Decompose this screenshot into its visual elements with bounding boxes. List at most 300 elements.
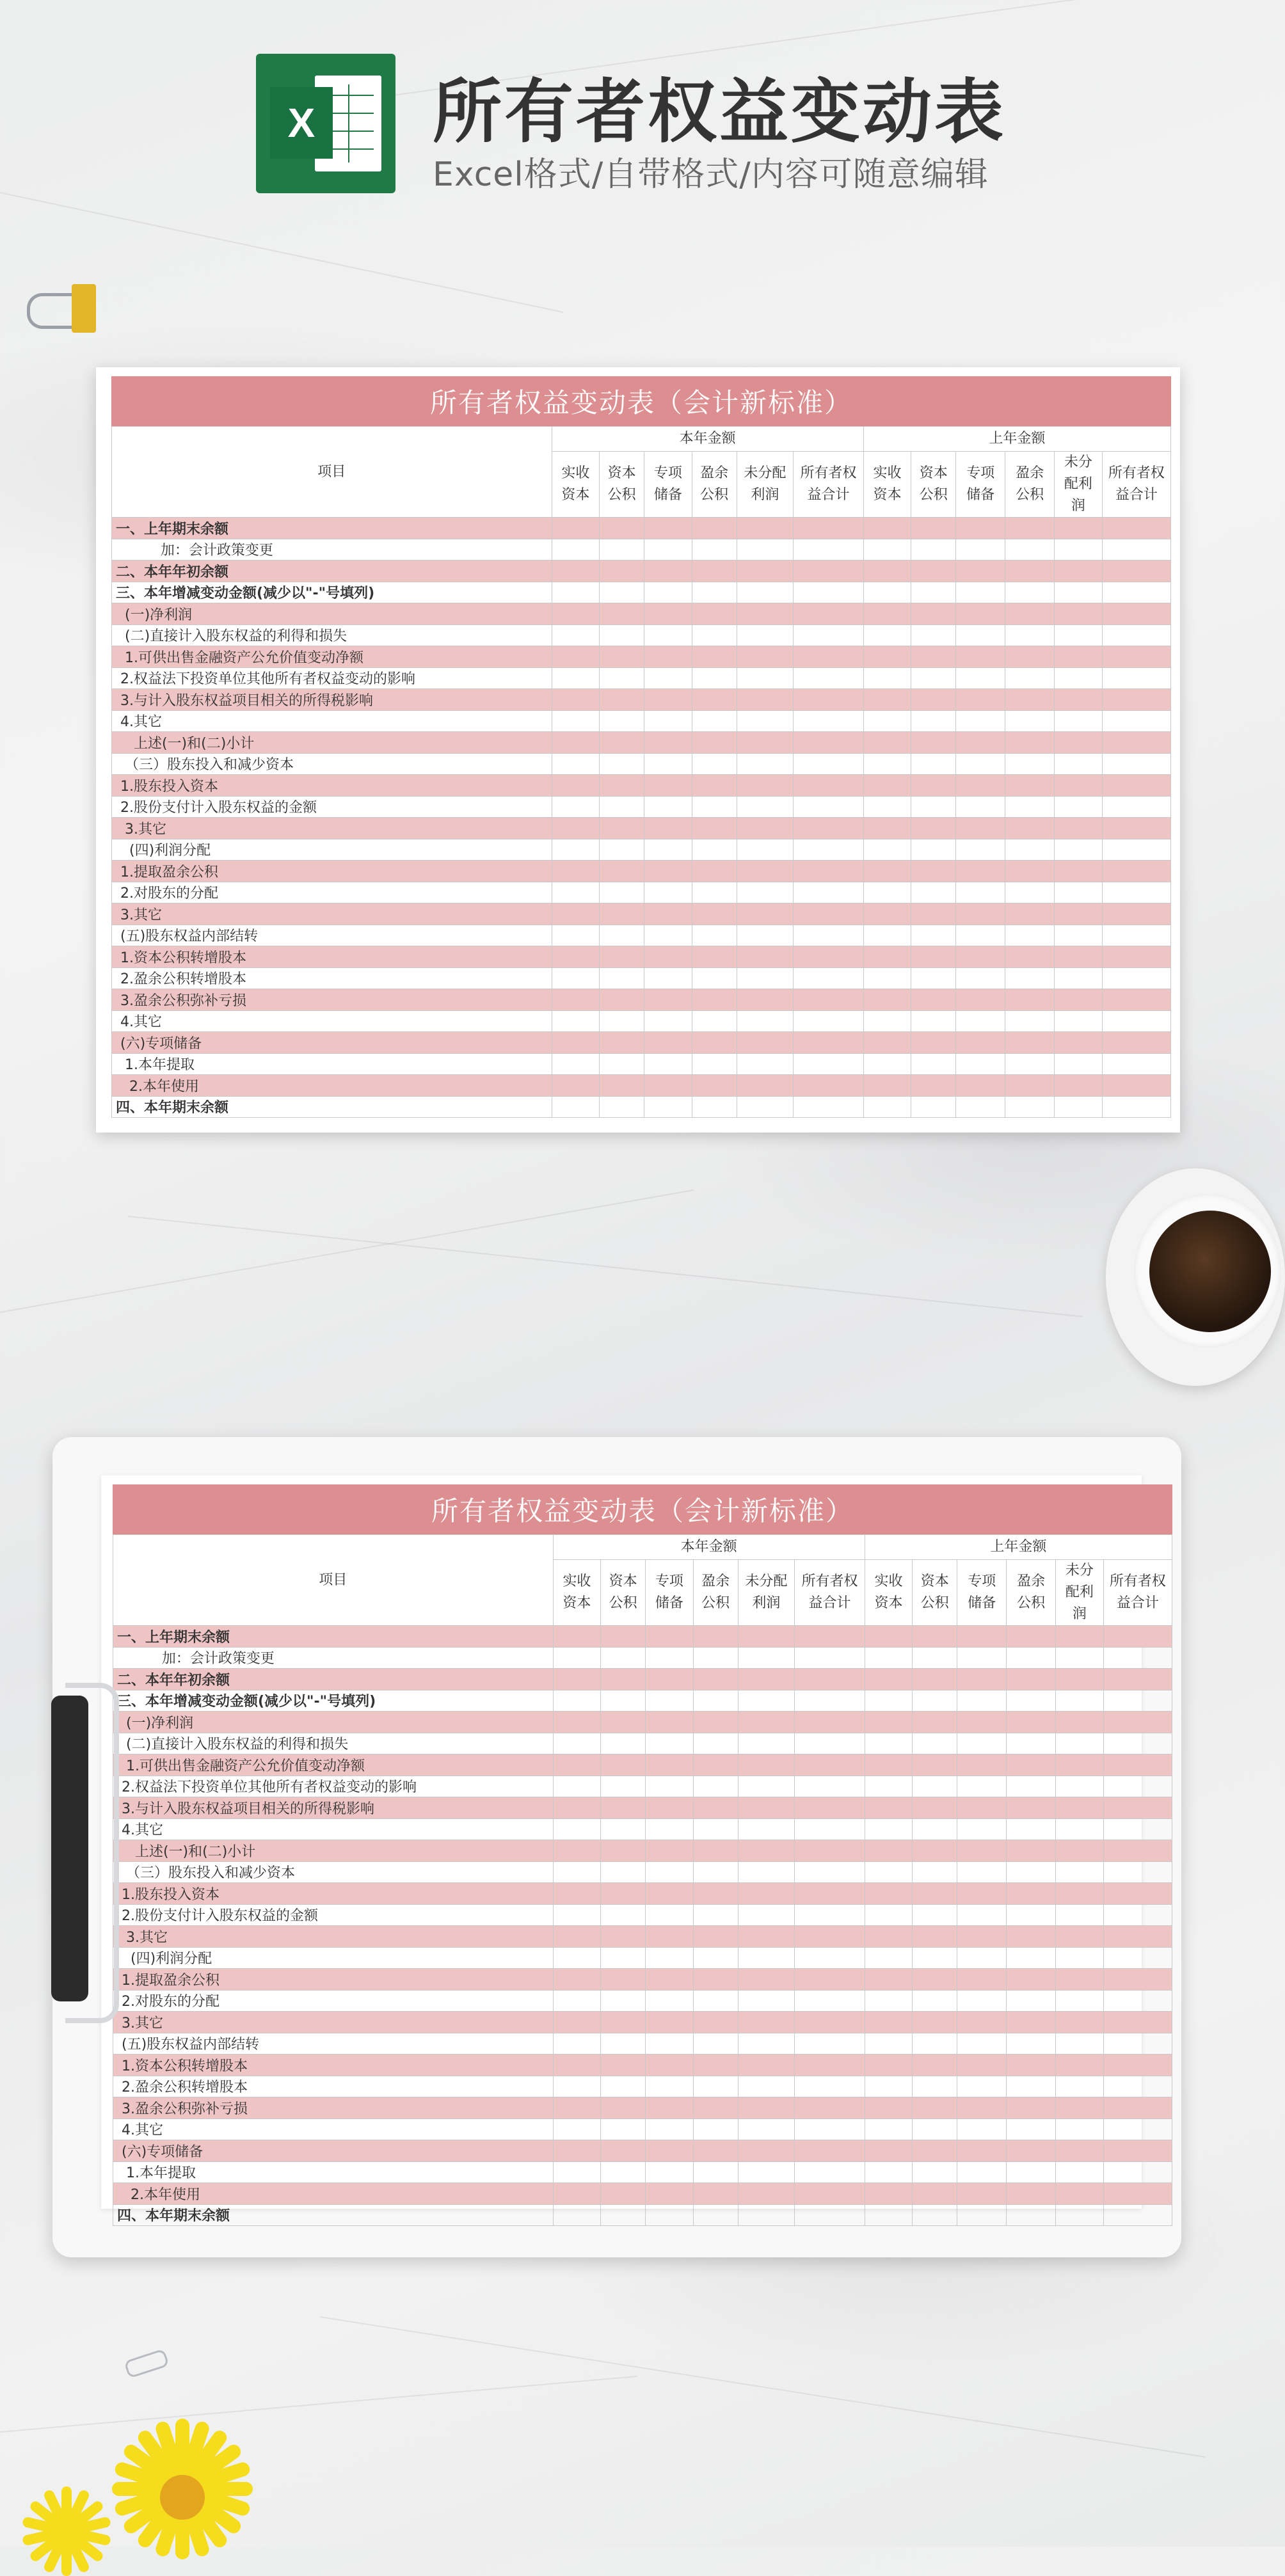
table-cell[interactable] — [737, 710, 794, 732]
table-cell[interactable] — [957, 1669, 1007, 1690]
table-cell[interactable] — [794, 946, 864, 968]
table-cell[interactable] — [956, 667, 1005, 689]
table-cell[interactable] — [692, 925, 737, 946]
table-cell[interactable] — [795, 2183, 865, 2205]
table-cell[interactable] — [1056, 2055, 1104, 2076]
table-cell[interactable] — [794, 925, 864, 946]
table-cell[interactable] — [795, 1904, 865, 1926]
table-cell[interactable] — [956, 582, 1005, 603]
table-cell[interactable] — [794, 710, 864, 732]
table-cell[interactable] — [552, 946, 600, 968]
table-cell[interactable] — [553, 2055, 601, 2076]
table-cell[interactable] — [913, 1733, 957, 1754]
table-cell[interactable] — [693, 1712, 738, 1733]
table-cell[interactable] — [552, 561, 600, 582]
table-cell[interactable] — [911, 903, 956, 925]
table-cell[interactable] — [913, 1647, 957, 1669]
table-cell[interactable] — [863, 1032, 911, 1054]
table-cell[interactable] — [692, 882, 737, 903]
table-cell[interactable] — [646, 2204, 694, 2226]
table-cell[interactable] — [1102, 624, 1170, 646]
table-cell[interactable] — [646, 2183, 694, 2205]
table-cell[interactable] — [1103, 1883, 1172, 1905]
table-cell[interactable] — [738, 1818, 795, 1840]
table-cell[interactable] — [913, 1883, 957, 1905]
table-cell[interactable] — [738, 1861, 795, 1883]
table-cell[interactable] — [693, 1883, 738, 1905]
table-cell[interactable] — [738, 2161, 795, 2183]
table-cell[interactable] — [600, 818, 644, 839]
table-cell[interactable] — [1102, 1010, 1170, 1032]
table-cell[interactable] — [692, 1096, 737, 1118]
table-cell[interactable] — [1056, 2033, 1104, 2055]
table-cell[interactable] — [1005, 753, 1055, 775]
table-cell[interactable] — [794, 1053, 864, 1075]
table-cell[interactable] — [693, 1818, 738, 1840]
table-cell[interactable] — [737, 925, 794, 946]
table-cell[interactable] — [795, 2012, 865, 2033]
table-cell[interactable] — [553, 1947, 601, 1969]
table-cell[interactable] — [957, 2140, 1007, 2162]
table-cell[interactable] — [693, 2161, 738, 2183]
table-cell[interactable] — [553, 2119, 601, 2140]
table-cell[interactable] — [794, 646, 864, 668]
table-cell[interactable] — [865, 1926, 913, 1948]
table-cell[interactable] — [956, 603, 1005, 625]
table-cell[interactable] — [1103, 1733, 1172, 1754]
table-cell[interactable] — [737, 839, 794, 861]
table-cell[interactable] — [1007, 1883, 1056, 1905]
table-cell[interactable] — [693, 1669, 738, 1690]
table-cell[interactable] — [1005, 818, 1055, 839]
table-cell[interactable] — [644, 1010, 692, 1032]
table-cell[interactable] — [1102, 861, 1170, 882]
table-cell[interactable] — [646, 2055, 694, 2076]
table-cell[interactable] — [601, 2076, 646, 2097]
table-cell[interactable] — [1005, 624, 1055, 646]
table-cell[interactable] — [957, 2161, 1007, 2183]
table-cell[interactable] — [692, 903, 737, 925]
table-cell[interactable] — [552, 624, 600, 646]
table-cell[interactable] — [552, 775, 600, 797]
table-cell[interactable] — [646, 1840, 694, 1862]
table-cell[interactable] — [600, 624, 644, 646]
table-cell[interactable] — [1103, 1797, 1172, 1819]
table-cell[interactable] — [600, 539, 644, 561]
table-cell[interactable] — [692, 1053, 737, 1075]
table-cell[interactable] — [646, 1990, 694, 2012]
table-cell[interactable] — [956, 989, 1005, 1011]
table-cell[interactable] — [865, 1712, 913, 1733]
table-cell[interactable] — [738, 1797, 795, 1819]
table-cell[interactable] — [1103, 1647, 1172, 1669]
table-cell[interactable] — [1055, 989, 1103, 1011]
table-cell[interactable] — [1102, 882, 1170, 903]
table-cell[interactable] — [692, 603, 737, 625]
table-cell[interactable] — [738, 2012, 795, 2033]
table-cell[interactable] — [1005, 582, 1055, 603]
table-cell[interactable] — [552, 1053, 600, 1075]
table-cell[interactable] — [1103, 2012, 1172, 2033]
table-cell[interactable] — [913, 2161, 957, 2183]
table-cell[interactable] — [601, 1926, 646, 1948]
table-cell[interactable] — [1056, 2119, 1104, 2140]
table-cell[interactable] — [553, 2183, 601, 2205]
table-cell[interactable] — [865, 2140, 913, 2162]
table-cell[interactable] — [911, 796, 956, 818]
table-cell[interactable] — [795, 2055, 865, 2076]
table-cell[interactable] — [644, 1075, 692, 1097]
table-cell[interactable] — [795, 1776, 865, 1797]
table-cell[interactable] — [738, 2119, 795, 2140]
table-cell[interactable] — [601, 1690, 646, 1712]
table-cell[interactable] — [1005, 646, 1055, 668]
table-cell[interactable] — [1103, 2097, 1172, 2119]
table-cell[interactable] — [644, 967, 692, 989]
table-cell[interactable] — [553, 2097, 601, 2119]
table-cell[interactable] — [552, 1010, 600, 1032]
table-cell[interactable] — [646, 2012, 694, 2033]
table-cell[interactable] — [795, 1797, 865, 1819]
table-cell[interactable] — [1102, 518, 1170, 539]
table-cell[interactable] — [911, 518, 956, 539]
table-cell[interactable] — [1102, 818, 1170, 839]
table-cell[interactable] — [600, 839, 644, 861]
table-cell[interactable] — [737, 1032, 794, 1054]
table-cell[interactable] — [863, 861, 911, 882]
table-cell[interactable] — [644, 561, 692, 582]
table-cell[interactable] — [1102, 903, 1170, 925]
table-cell[interactable] — [1056, 1947, 1104, 1969]
table-cell[interactable] — [644, 732, 692, 754]
table-cell[interactable] — [1007, 1669, 1056, 1690]
table-cell[interactable] — [913, 1797, 957, 1819]
table-cell[interactable] — [737, 882, 794, 903]
table-cell[interactable] — [552, 518, 600, 539]
table-cell[interactable] — [552, 903, 600, 925]
table-cell[interactable] — [865, 2204, 913, 2226]
table-cell[interactable] — [693, 1733, 738, 1754]
table-cell[interactable] — [1056, 2161, 1104, 2183]
table-cell[interactable] — [1005, 1053, 1055, 1075]
table-cell[interactable] — [1007, 2055, 1056, 2076]
table-cell[interactable] — [692, 689, 737, 711]
table-cell[interactable] — [1007, 1926, 1056, 1948]
table-cell[interactable] — [646, 1690, 694, 1712]
table-cell[interactable] — [601, 1861, 646, 1883]
table-cell[interactable] — [553, 1690, 601, 1712]
table-cell[interactable] — [1005, 775, 1055, 797]
table-cell[interactable] — [737, 989, 794, 1011]
table-cell[interactable] — [1102, 710, 1170, 732]
table-cell[interactable] — [913, 2204, 957, 2226]
table-cell[interactable] — [738, 2055, 795, 2076]
table-cell[interactable] — [644, 1032, 692, 1054]
table-cell[interactable] — [1055, 732, 1103, 754]
table-cell[interactable] — [737, 1075, 794, 1097]
table-cell[interactable] — [1102, 839, 1170, 861]
table-cell[interactable] — [738, 1669, 795, 1690]
table-cell[interactable] — [913, 1669, 957, 1690]
table-cell[interactable] — [644, 1053, 692, 1075]
table-cell[interactable] — [957, 1733, 1007, 1754]
table-cell[interactable] — [737, 1053, 794, 1075]
table-cell[interactable] — [692, 667, 737, 689]
table-cell[interactable] — [600, 667, 644, 689]
table-cell[interactable] — [1056, 2012, 1104, 2033]
table-cell[interactable] — [957, 2055, 1007, 2076]
table-cell[interactable] — [553, 2161, 601, 2183]
table-cell[interactable] — [646, 1647, 694, 1669]
table-cell[interactable] — [794, 624, 864, 646]
table-cell[interactable] — [865, 2161, 913, 2183]
table-cell[interactable] — [957, 1904, 1007, 1926]
table-cell[interactable] — [865, 1754, 913, 1776]
table-cell[interactable] — [693, 1969, 738, 1991]
table-cell[interactable] — [601, 1712, 646, 1733]
table-cell[interactable] — [795, 1990, 865, 2012]
table-cell[interactable] — [600, 1096, 644, 1118]
table-cell[interactable] — [600, 882, 644, 903]
table-cell[interactable] — [693, 1690, 738, 1712]
table-cell[interactable] — [1007, 2097, 1056, 2119]
table-cell[interactable] — [600, 732, 644, 754]
table-cell[interactable] — [738, 1647, 795, 1669]
table-cell[interactable] — [738, 1754, 795, 1776]
table-cell[interactable] — [693, 2183, 738, 2205]
table-cell[interactable] — [795, 1883, 865, 1905]
table-cell[interactable] — [795, 2140, 865, 2162]
table-cell[interactable] — [553, 1797, 601, 1819]
table-cell[interactable] — [552, 582, 600, 603]
table-cell[interactable] — [1103, 1754, 1172, 1776]
table-cell[interactable] — [553, 2140, 601, 2162]
table-cell[interactable] — [600, 689, 644, 711]
table-cell[interactable] — [911, 1053, 956, 1075]
table-cell[interactable] — [1056, 2140, 1104, 2162]
table-cell[interactable] — [646, 1926, 694, 1948]
table-cell[interactable] — [863, 1075, 911, 1097]
table-cell[interactable] — [1007, 1818, 1056, 1840]
table-cell[interactable] — [601, 1733, 646, 1754]
table-cell[interactable] — [738, 1626, 795, 1648]
table-cell[interactable] — [1005, 925, 1055, 946]
table-cell[interactable] — [601, 1818, 646, 1840]
table-cell[interactable] — [911, 839, 956, 861]
table-cell[interactable] — [693, 1926, 738, 1948]
table-cell[interactable] — [601, 1840, 646, 1862]
table-cell[interactable] — [692, 624, 737, 646]
table-cell[interactable] — [1055, 861, 1103, 882]
table-cell[interactable] — [600, 925, 644, 946]
table-cell[interactable] — [1007, 1754, 1056, 1776]
table-cell[interactable] — [601, 2012, 646, 2033]
table-cell[interactable] — [1103, 1840, 1172, 1862]
table-cell[interactable] — [865, 1990, 913, 2012]
table-cell[interactable] — [552, 1032, 600, 1054]
table-cell[interactable] — [1056, 1690, 1104, 1712]
table-cell[interactable] — [692, 539, 737, 561]
table-cell[interactable] — [1056, 1904, 1104, 1926]
table-cell[interactable] — [1005, 710, 1055, 732]
table-cell[interactable] — [553, 1926, 601, 1948]
table-cell[interactable] — [1103, 1969, 1172, 1991]
table-cell[interactable] — [1055, 1010, 1103, 1032]
table-cell[interactable] — [1055, 775, 1103, 797]
table-cell[interactable] — [1103, 1776, 1172, 1797]
table-cell[interactable] — [1056, 1754, 1104, 1776]
table-cell[interactable] — [552, 689, 600, 711]
table-cell[interactable] — [692, 861, 737, 882]
table-cell[interactable] — [1103, 1712, 1172, 1733]
table-cell[interactable] — [957, 1947, 1007, 1969]
table-cell[interactable] — [1056, 1969, 1104, 1991]
table-cell[interactable] — [911, 1032, 956, 1054]
table-cell[interactable] — [1005, 539, 1055, 561]
table-cell[interactable] — [737, 796, 794, 818]
table-cell[interactable] — [1103, 1990, 1172, 2012]
table-cell[interactable] — [693, 2119, 738, 2140]
table-cell[interactable] — [692, 818, 737, 839]
table-cell[interactable] — [553, 1626, 601, 1648]
table-cell[interactable] — [911, 775, 956, 797]
table-cell[interactable] — [1056, 1669, 1104, 1690]
table-cell[interactable] — [646, 2119, 694, 2140]
table-cell[interactable] — [1103, 1947, 1172, 1969]
table-cell[interactable] — [956, 775, 1005, 797]
table-cell[interactable] — [600, 1053, 644, 1075]
table-cell[interactable] — [552, 710, 600, 732]
table-cell[interactable] — [601, 2140, 646, 2162]
table-cell[interactable] — [646, 1797, 694, 1819]
table-cell[interactable] — [1056, 1797, 1104, 1819]
table-cell[interactable] — [1055, 710, 1103, 732]
table-cell[interactable] — [693, 1754, 738, 1776]
table-cell[interactable] — [794, 753, 864, 775]
table-cell[interactable] — [911, 539, 956, 561]
table-cell[interactable] — [1055, 667, 1103, 689]
table-cell[interactable] — [956, 1010, 1005, 1032]
table-cell[interactable] — [913, 1776, 957, 1797]
table-cell[interactable] — [1055, 818, 1103, 839]
table-cell[interactable] — [1007, 1861, 1056, 1883]
table-cell[interactable] — [865, 1861, 913, 1883]
table-cell[interactable] — [1056, 2183, 1104, 2205]
table-cell[interactable] — [795, 1690, 865, 1712]
table-cell[interactable] — [692, 946, 737, 968]
table-cell[interactable] — [795, 1818, 865, 1840]
table-cell[interactable] — [1102, 753, 1170, 775]
table-cell[interactable] — [553, 1754, 601, 1776]
table-cell[interactable] — [553, 1883, 601, 1905]
table-cell[interactable] — [863, 775, 911, 797]
table-cell[interactable] — [646, 2033, 694, 2055]
table-cell[interactable] — [957, 2033, 1007, 2055]
table-cell[interactable] — [553, 1840, 601, 1862]
table-cell[interactable] — [863, 1010, 911, 1032]
table-cell[interactable] — [794, 1032, 864, 1054]
table-cell[interactable] — [957, 2076, 1007, 2097]
table-cell[interactable] — [553, 1669, 601, 1690]
table-cell[interactable] — [693, 1776, 738, 1797]
table-cell[interactable] — [1055, 1032, 1103, 1054]
table-cell[interactable] — [865, 1818, 913, 1840]
table-cell[interactable] — [737, 603, 794, 625]
table-cell[interactable] — [956, 925, 1005, 946]
table-cell[interactable] — [692, 732, 737, 754]
table-cell[interactable] — [794, 796, 864, 818]
table-cell[interactable] — [644, 710, 692, 732]
table-cell[interactable] — [552, 539, 600, 561]
table-cell[interactable] — [552, 925, 600, 946]
table-cell[interactable] — [913, 1690, 957, 1712]
table-cell[interactable] — [693, 1861, 738, 1883]
table-cell[interactable] — [956, 1032, 1005, 1054]
table-cell[interactable] — [911, 667, 956, 689]
table-cell[interactable] — [1055, 946, 1103, 968]
table-cell[interactable] — [552, 967, 600, 989]
table-cell[interactable] — [601, 2055, 646, 2076]
table-cell[interactable] — [692, 1032, 737, 1054]
table-cell[interactable] — [795, 1926, 865, 1948]
table-cell[interactable] — [794, 903, 864, 925]
table-cell[interactable] — [795, 1669, 865, 1690]
table-cell[interactable] — [865, 2097, 913, 2119]
table-cell[interactable] — [553, 2076, 601, 2097]
table-cell[interactable] — [646, 2076, 694, 2097]
table-cell[interactable] — [601, 1626, 646, 1648]
table-cell[interactable] — [956, 1053, 1005, 1075]
table-cell[interactable] — [863, 582, 911, 603]
table-cell[interactable] — [911, 753, 956, 775]
table-cell[interactable] — [646, 1669, 694, 1690]
table-cell[interactable] — [911, 818, 956, 839]
table-cell[interactable] — [692, 753, 737, 775]
table-cell[interactable] — [1102, 775, 1170, 797]
table-cell[interactable] — [911, 710, 956, 732]
table-cell[interactable] — [863, 539, 911, 561]
table-cell[interactable] — [601, 2204, 646, 2226]
table-cell[interactable] — [911, 561, 956, 582]
table-cell[interactable] — [1102, 646, 1170, 668]
table-cell[interactable] — [911, 1010, 956, 1032]
table-cell[interactable] — [737, 861, 794, 882]
table-cell[interactable] — [692, 967, 737, 989]
table-cell[interactable] — [1102, 1075, 1170, 1097]
table-cell[interactable] — [863, 518, 911, 539]
table-cell[interactable] — [794, 1075, 864, 1097]
table-cell[interactable] — [957, 1647, 1007, 1669]
table-cell[interactable] — [1007, 1647, 1056, 1669]
table-cell[interactable] — [1007, 1776, 1056, 1797]
table-cell[interactable] — [956, 539, 1005, 561]
table-cell[interactable] — [1005, 518, 1055, 539]
table-cell[interactable] — [693, 1990, 738, 2012]
table-cell[interactable] — [1055, 624, 1103, 646]
table-cell[interactable] — [913, 2033, 957, 2055]
table-cell[interactable] — [865, 1883, 913, 1905]
table-cell[interactable] — [738, 2204, 795, 2226]
table-cell[interactable] — [1007, 1969, 1056, 1991]
table-cell[interactable] — [646, 1754, 694, 1776]
table-cell[interactable] — [693, 2055, 738, 2076]
table-cell[interactable] — [795, 2097, 865, 2119]
table-cell[interactable] — [957, 1883, 1007, 1905]
table-cell[interactable] — [553, 1969, 601, 1991]
table-cell[interactable] — [644, 989, 692, 1011]
table-cell[interactable] — [1102, 667, 1170, 689]
table-cell[interactable] — [553, 2033, 601, 2055]
